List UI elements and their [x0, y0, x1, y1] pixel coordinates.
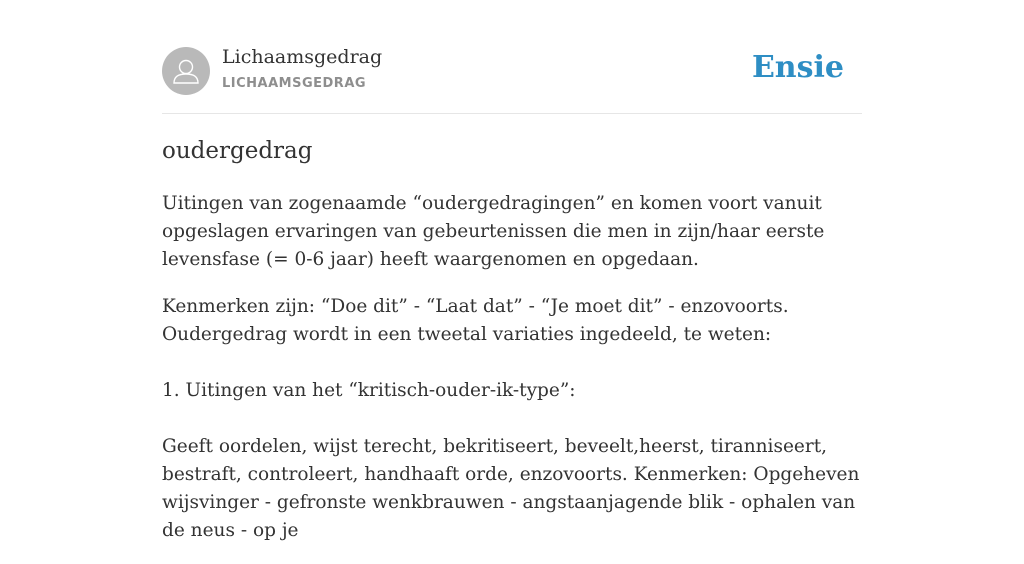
article-header: [162, 0, 862, 114]
user-icon: [162, 47, 210, 95]
paragraph: Kenmerken zijn: “Doe dit” - “Laat dat” - “Je moet dit” - enzovoorts. Oudergedrag wordt in een tweetal variaties ingedeeld, te weten: 1. Uitingen van het “kritisch-ouder-ik-type”: Geeft oordelen, wijst terecht, bekritiseert, beveelt,heerst, tiranniseert, bestraft, controleert, handhaaft orde, enzovoorts. Kenmerken: Opgeheven wijsvinger - gefronste wenkbrauwen - angstaanjagende blik - ophalen van de neus - op je: [162, 296, 860, 541]
author-name[interactable]: Lichaamsgedrag: [222, 46, 383, 68]
page-title: oudergedrag: [162, 138, 313, 164]
avatar[interactable]: [162, 47, 210, 95]
page-container: [162, 0, 862, 541]
author-category[interactable]: LICHAAMSGEDRAG: [222, 76, 367, 91]
paragraph: Uitingen van zogenaamde “oudergedragingen” en komen voort vanuit opgeslagen ervaringen van gebeurtenissen die men in zijn/haar eerste levensfase (= 0-6 jaar) heeft waargenomen en opgedaan.: [162, 193, 825, 270]
brand-logo[interactable]: Ensie: [751, 50, 844, 85]
article-body: [162, 190, 862, 564]
